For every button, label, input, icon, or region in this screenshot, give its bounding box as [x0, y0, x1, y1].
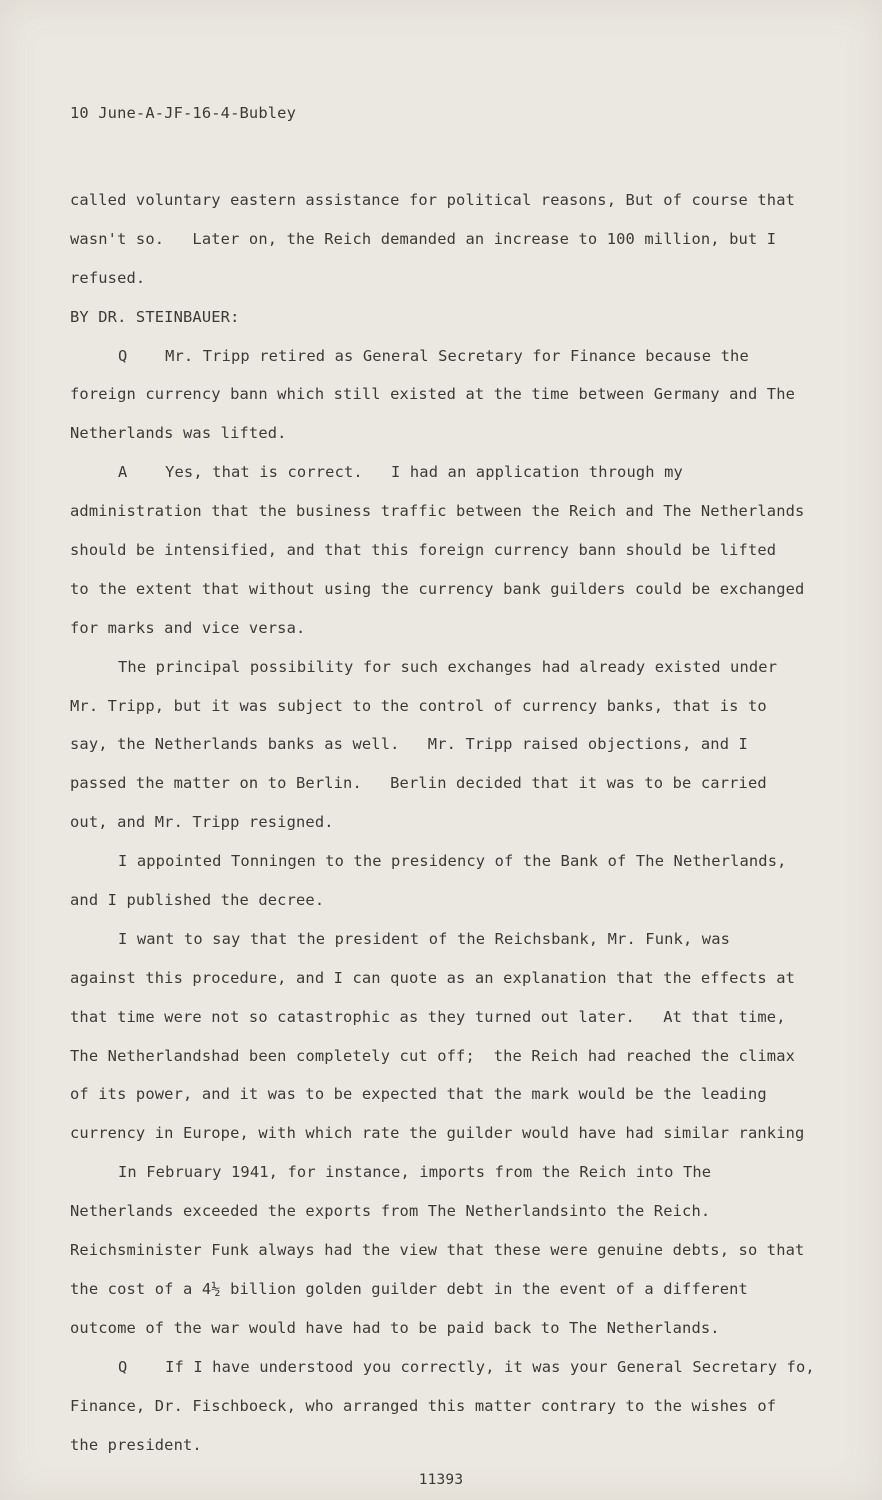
transcript-line: outcome of the war would have had to be paid back to The Netherlands. [70, 1318, 720, 1337]
transcript-line: Finance, Dr. Fischboeck, who arranged this matter contrary to the wishes of [70, 1396, 777, 1415]
transcript-line: Netherlands exceeded the exports from The Netherlandsinto the Reich. [70, 1202, 711, 1221]
transcript-line: for marks and vice versa. [70, 618, 306, 637]
transcript-line: Mr. Tripp, but it was subject to the control of currency banks, that is to [70, 696, 767, 715]
document-header-reference: 10 June-A-JF-16-4-Bubley [70, 104, 296, 122]
transcript-body [70, 181, 815, 1464]
transcript-line: to the extent that without using the currency bank guilders could be exchanged [70, 579, 805, 598]
transcript-line: Q Mr. Tripp retired as General Secretary for Finance because the [118, 346, 749, 365]
transcript-line: of its power, and it was to be expected that the mark would be the leading [70, 1085, 767, 1104]
transcript-line: currency in Europe, with which rate the guilder would have had similar ranking [70, 1124, 805, 1143]
transcript-line: out, and Mr. Tripp resigned. [70, 813, 334, 832]
transcript-line: passed the matter on to Berlin. Berlin decided that it was to be carried [70, 774, 767, 793]
transcript-line: refused. [70, 268, 146, 287]
transcript-line: against this procedure, and I can quote as an explanation that the effects at [70, 968, 796, 987]
transcript-line: A Yes, that is correct. I had an application through my [118, 463, 683, 482]
transcript-line: The Netherlandshad been completely cut off; the Reich had reached the climax [70, 1046, 796, 1065]
transcript-line: called voluntary eastern assistance for political reasons, But of course that [70, 191, 796, 209]
transcript-line: administration that the business traffic between the Reich and The Netherlands [70, 502, 805, 521]
transcript-line: Netherlands was lifted. [70, 424, 287, 443]
transcript-line: wasn't so. Later on, the Reich demanded an increase to 100 million, but I [70, 229, 777, 248]
transcript-line: the president. [70, 1435, 202, 1454]
transcript-line: BY DR. STEINBAUER: [70, 307, 240, 326]
transcript-line: I want to say that the president of the Reichsbank, Mr. Funk, was [118, 929, 731, 948]
page-number: 11393 [418, 1472, 464, 1488]
transcript-line: that time were not so catastrophic as they turned out later. At that time, [70, 1007, 786, 1026]
transcript-line: In February 1941, for instance, imports from the Reich into The [118, 1163, 712, 1182]
transcript-line: should be intensified, and that this foreign currency bann should be lifted [70, 541, 777, 560]
transcript-line: The principal possibility for such exchanges had already existed under [118, 657, 778, 676]
transcript-line: and I published the decree. [70, 891, 325, 910]
transcript-line: foreign currency bann which still existed at the time between Germany and The [70, 385, 796, 404]
transcript-line: Q If I have understood you correctly, it was your General Secretary fo, [118, 1357, 815, 1376]
transcript-line: I appointed Tonningen to the presidency of the Bank of The Netherlands, [118, 852, 787, 871]
transcript-line: Reichsminister Funk always had the view that these were genuine debts, so that [70, 1241, 805, 1260]
transcript-line: the cost of a 4½ billion golden guilder debt in the event of a different [70, 1279, 748, 1298]
transcript-line: say, the Netherlands banks as well. Mr. Tripp raised objections, and I [70, 735, 748, 754]
